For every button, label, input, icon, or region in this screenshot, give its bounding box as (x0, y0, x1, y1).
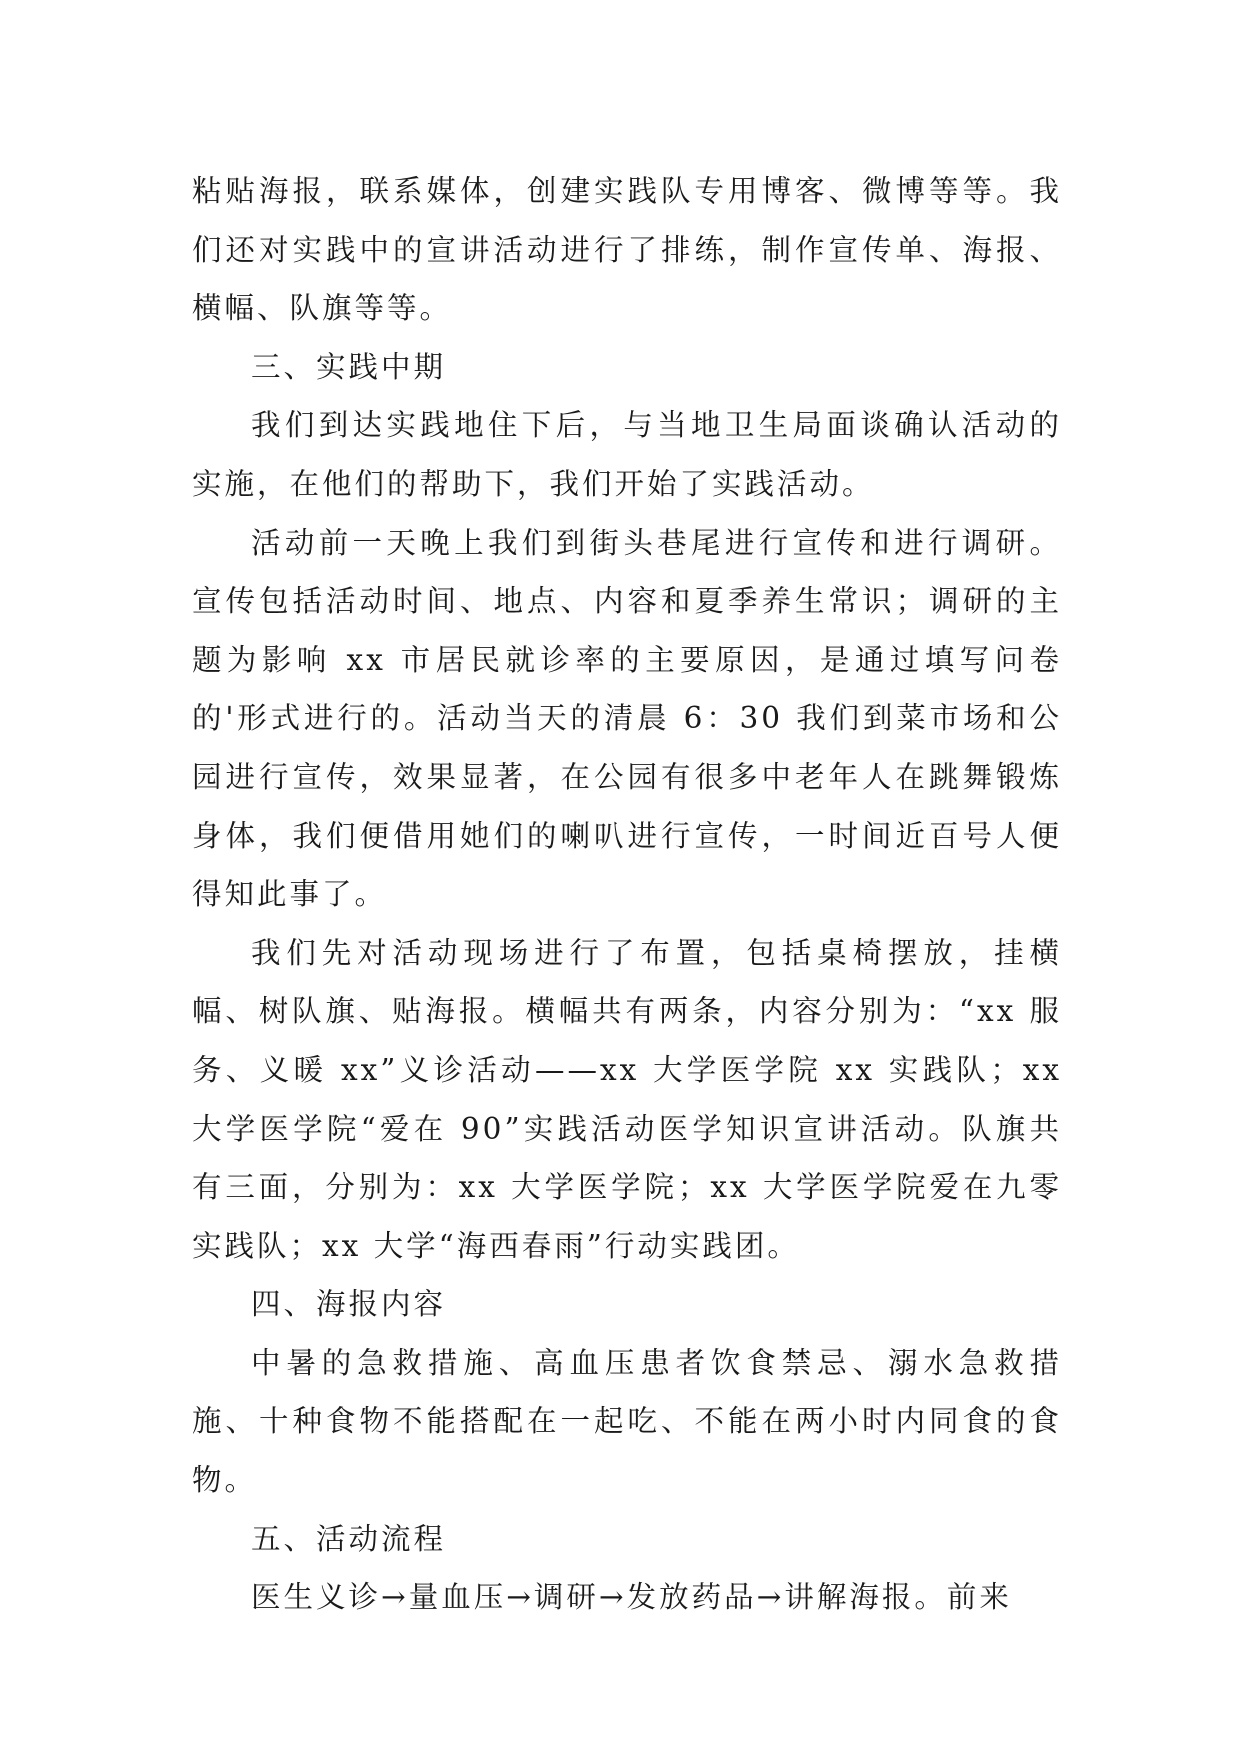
paragraph-arrival: 我们到达实践地住下后，与当地卫生局面谈确认活动的实施，在他们的帮助下，我们开始了实践活动。 (192, 408, 1062, 501)
paragraph-publicity: 活动前一天晚上我们到街头巷尾进行宣传和进行调研。宣传包括活动时间、地点、内容和夏季养生常识；调研的主题为影响 xx 市居民就诊率的主要原因，是通过填写问卷的'形式进行的。活动当天的清晨 6：30 我们到菜市场和公园进行宣传，效果显著，在公园有很多中老年人在跳舞锻炼身体，我们便借用她们的喇叭进行宣传，一时间近百号人便得知此事了。 (192, 525, 1062, 912)
section-heading-activity-flow: 五、活动流程 (251, 1521, 447, 1556)
paragraph-activity-flow: 医生义诊→量血压→调研→发放药品→讲解海报。前来 (251, 1580, 1012, 1615)
paragraph-poster-topics: 中暑的急救措施、高血压患者饮食禁忌、溺水急救措施、十种食物不能搭配在一起吃、不能在两小时内同食的食物。 (192, 1345, 1062, 1498)
document-page (192, 162, 1062, 1627)
paragraph-site-setup: 我们先对活动现场进行了布置，包括桌椅摆放，挂横幅、树队旗、贴海报。横幅共有两条，内容分别为：“xx 服务、义暖 xx”义诊活动——xx 大学医学院 xx 实践队；xx 大学医学院“爱在 90”实践活动医学知识宣讲活动。队旗共有三面，分别为：xx 大学医学院；xx 大学医学院爱在九零实践队；xx 大学“海西春雨”行动实践团。 (192, 935, 1062, 1263)
paragraph-preparation-continued: 粘贴海报，联系媒体，创建实践队专用博客、微博等等。我们还对实践中的宣讲活动进行了排练，制作宣传单、海报、横幅、队旗等等。 (192, 174, 1062, 326)
section-heading-poster-content: 四、海报内容 (251, 1287, 447, 1322)
section-heading-mid-practice: 三、实践中期 (251, 349, 447, 384)
